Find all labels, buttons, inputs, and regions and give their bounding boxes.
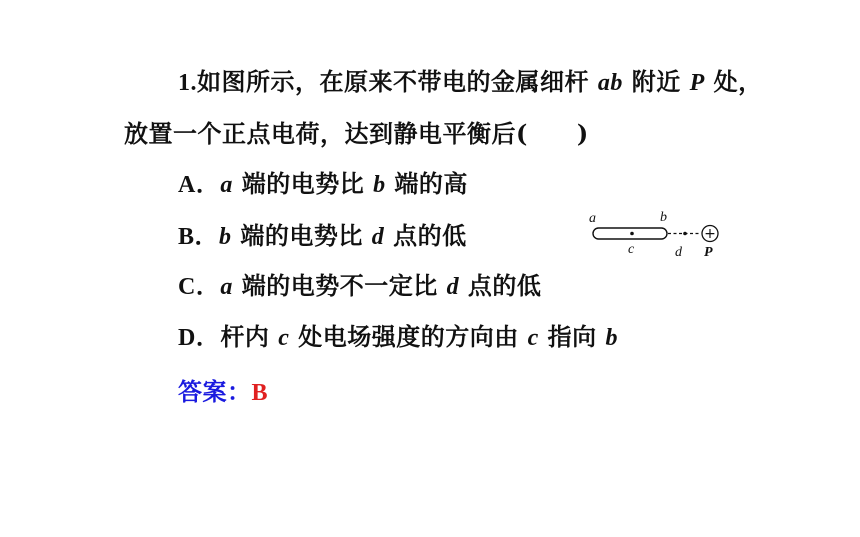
question-text-part: 处， <box>704 67 763 96</box>
question-line-2: 放置一个正点电荷，达到静电平衡后( ) <box>124 119 589 148</box>
figure-label-d: d <box>675 245 682 260</box>
rod-diagram <box>580 206 730 264</box>
rod-label-ab: ab <box>597 70 623 96</box>
option-text: 指向 <box>538 322 606 351</box>
option-label: D． <box>178 325 221 351</box>
option-label: C． <box>178 274 221 300</box>
option-var: b <box>605 325 618 351</box>
option-text: 点的低 <box>459 271 542 300</box>
option-var: a <box>220 172 233 198</box>
answer-line <box>178 372 268 407</box>
option-label: B． <box>178 224 220 250</box>
option-b <box>178 216 467 251</box>
option-var: d <box>446 274 460 300</box>
option-text: 杆内 <box>220 322 279 351</box>
option-var: b <box>373 172 386 198</box>
option-var: c <box>527 325 539 351</box>
figure-label-c: c <box>628 242 635 257</box>
answer-label: 答案 <box>178 377 227 406</box>
question-line-1 <box>178 62 763 97</box>
point-d-dot <box>683 232 687 236</box>
option-var: c <box>278 325 290 351</box>
option-a <box>178 164 468 199</box>
point-c-dot <box>630 232 634 236</box>
metal-rod <box>593 228 667 239</box>
option-label: A． <box>178 172 221 198</box>
question-number: 1. <box>178 70 197 96</box>
question-text-part: 如图所示，在原来不带电的金属细杆 <box>197 67 598 96</box>
answer-value: B <box>251 380 269 406</box>
figure-label-b: b <box>660 210 667 225</box>
option-var: a <box>220 274 233 300</box>
figure-label-a: a <box>589 211 596 226</box>
point-label-P: P <box>689 70 705 96</box>
option-d <box>178 317 618 352</box>
option-var: b <box>219 224 232 250</box>
option-text: 点的低 <box>384 221 467 250</box>
charge-plus-sign: + <box>704 226 716 242</box>
figure-label-P: P <box>704 245 713 260</box>
option-text: 端的电势比 <box>231 221 372 250</box>
option-text: 端的电势不一定比 <box>232 271 447 300</box>
option-text: 端的电势比 <box>232 169 374 198</box>
answer-colon: ： <box>227 377 252 406</box>
option-c <box>178 266 541 301</box>
question-text-part: 附近 <box>622 67 690 96</box>
option-var: d <box>371 224 385 250</box>
option-text: 处电场强度的方向由 <box>289 322 528 351</box>
option-text: 端的高 <box>385 169 468 198</box>
